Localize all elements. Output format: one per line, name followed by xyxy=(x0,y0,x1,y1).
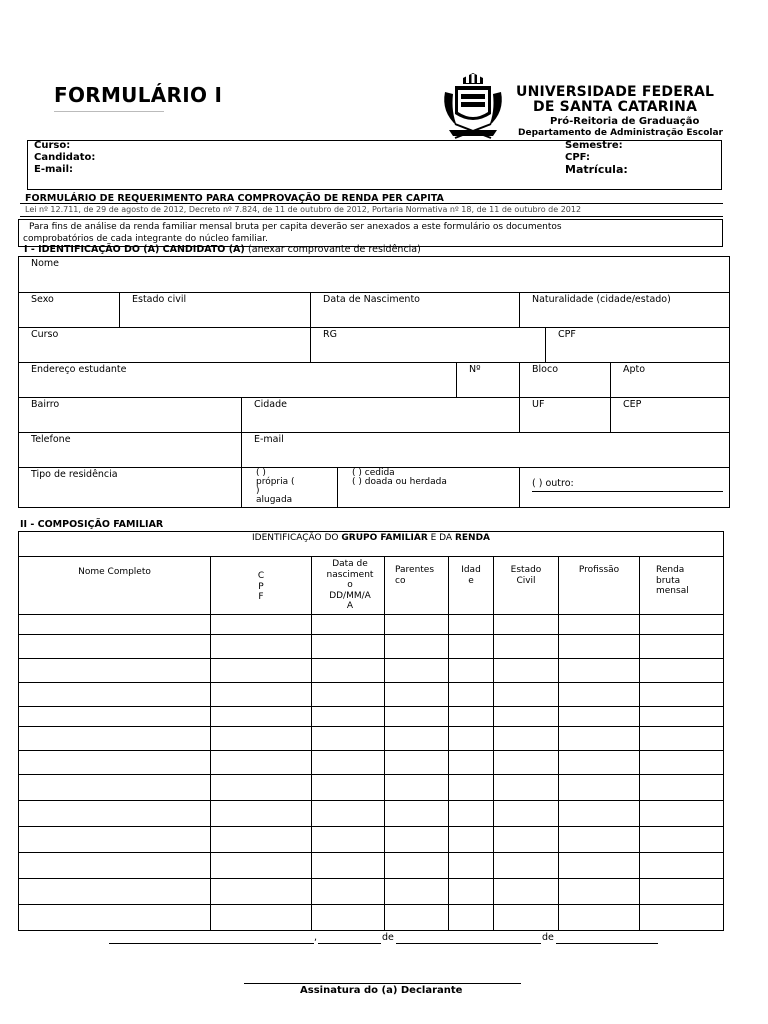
family-cell[interactable] xyxy=(559,853,640,879)
family-cell[interactable] xyxy=(19,905,211,931)
family-cell[interactable] xyxy=(211,707,312,727)
family-cell[interactable] xyxy=(19,635,211,659)
family-cell[interactable] xyxy=(449,635,494,659)
family-cell[interactable] xyxy=(494,751,559,775)
data-nascimento-label: Data de Nascimento xyxy=(323,294,420,305)
matricula-label: Matrícula: xyxy=(565,163,628,176)
family-cell[interactable] xyxy=(449,659,494,683)
family-cell[interactable] xyxy=(640,801,724,827)
family-cell[interactable] xyxy=(640,707,724,727)
estado-civil-label: Estado civil xyxy=(132,294,187,305)
cpf-label: CPF: xyxy=(565,152,590,163)
family-cell[interactable] xyxy=(449,615,494,635)
family-row xyxy=(19,853,724,879)
family-row xyxy=(19,683,724,707)
family-cell[interactable] xyxy=(211,801,312,827)
title-underline xyxy=(54,111,164,112)
col-data-label: Data de nasciment o DD/MM/A A xyxy=(326,559,374,611)
family-cell[interactable] xyxy=(640,683,724,707)
rg-field[interactable] xyxy=(311,328,546,363)
family-cell[interactable] xyxy=(559,683,640,707)
family-cell[interactable] xyxy=(211,905,312,931)
family-cell[interactable] xyxy=(449,853,494,879)
family-cell[interactable] xyxy=(312,801,385,827)
family-cell[interactable] xyxy=(559,801,640,827)
col-parentesco-label: Parentes co xyxy=(395,565,435,586)
family-cell[interactable] xyxy=(494,827,559,853)
family-cell[interactable] xyxy=(559,635,640,659)
data-nascimento-field[interactable] xyxy=(311,293,520,328)
family-cell[interactable] xyxy=(494,775,559,801)
family-cell[interactable] xyxy=(559,659,640,683)
family-cell[interactable] xyxy=(559,775,640,801)
col-nome-header xyxy=(19,557,211,615)
family-cell[interactable] xyxy=(19,751,211,775)
opt-alugada-text: alugada xyxy=(256,495,293,505)
family-cell[interactable] xyxy=(494,615,559,635)
uf-label: UF xyxy=(532,399,545,410)
caption-grupo: GRUPO FAMILIAR xyxy=(341,533,428,543)
family-cell[interactable] xyxy=(494,853,559,879)
family-cell[interactable] xyxy=(494,635,559,659)
family-cell[interactable] xyxy=(19,853,211,879)
col-parentesco-header xyxy=(385,557,449,615)
col-estado-civil-header xyxy=(494,557,559,615)
bairro-field[interactable] xyxy=(19,398,242,433)
numero-field[interactable] xyxy=(457,363,520,398)
curso-label: Curso: xyxy=(34,140,71,151)
family-cell[interactable] xyxy=(211,683,312,707)
family-cell[interactable] xyxy=(559,827,640,853)
naturalidade-label: Naturalidade (cidade/estado) xyxy=(532,294,671,305)
signature-day-line[interactable] xyxy=(318,943,381,944)
family-cell[interactable] xyxy=(312,827,385,853)
notice-box xyxy=(18,219,723,247)
family-cell[interactable] xyxy=(449,707,494,727)
family-row xyxy=(19,727,724,751)
section-2-title: II - COMPOSIÇÃO FAMILIAR xyxy=(20,519,164,530)
cep-label: CEP xyxy=(623,399,642,410)
family-row xyxy=(19,827,724,853)
caption-pre: IDENTIFICAÇÃO DO xyxy=(252,533,342,543)
family-row xyxy=(19,659,724,683)
family-cell[interactable] xyxy=(640,905,724,931)
family-cell[interactable] xyxy=(385,775,449,801)
family-row xyxy=(19,879,724,905)
family-cell[interactable] xyxy=(312,775,385,801)
family-cell[interactable] xyxy=(385,879,449,905)
university-name-line1: UNIVERSIDADE FEDERAL xyxy=(516,84,715,100)
opt-cedida: ( ) cedida xyxy=(352,468,395,478)
cpf-field[interactable] xyxy=(546,328,730,363)
bloco-field[interactable] xyxy=(520,363,611,398)
family-cell[interactable] xyxy=(640,615,724,635)
bloco-label: Bloco xyxy=(532,364,559,375)
opt-doada: ( ) doada ou herdada xyxy=(352,477,447,487)
family-cell[interactable] xyxy=(312,905,385,931)
cidade-label: Cidade xyxy=(254,399,287,410)
divider xyxy=(20,216,723,217)
opt-outro-label: ( ) outro: xyxy=(532,478,574,489)
family-cell[interactable] xyxy=(449,801,494,827)
col-cpf-label: C P F xyxy=(257,571,265,602)
family-cell[interactable] xyxy=(640,751,724,775)
section-1-title xyxy=(24,245,421,255)
col-cpf-header xyxy=(211,557,312,615)
sig-de-2: de xyxy=(542,932,554,943)
nome-label: Nome xyxy=(31,258,60,269)
col-renda-label: Renda bruta mensal xyxy=(656,565,689,596)
family-cell[interactable] xyxy=(385,751,449,775)
family-cell[interactable] xyxy=(19,801,211,827)
caption-renda: RENDA xyxy=(454,533,490,543)
family-cell[interactable] xyxy=(312,853,385,879)
opt-alugada-check: ) xyxy=(256,486,260,496)
tipo-residencia-field xyxy=(19,468,242,508)
requerimento-title: FORMULÁRIO DE REQUERIMENTO PARA COMPROVAÇÃO DE RENDA PER CAPITA xyxy=(25,193,444,204)
cep-field[interactable] xyxy=(611,398,730,433)
family-row xyxy=(19,635,724,659)
family-row xyxy=(19,775,724,801)
naturalidade-field[interactable] xyxy=(520,293,730,328)
departamento: Departamento de Administração Escolar xyxy=(518,128,723,138)
family-cell[interactable] xyxy=(211,635,312,659)
col-estado-civil-label: Estado Civil xyxy=(510,565,542,586)
divider xyxy=(20,203,723,204)
opt-propria-check: ( ) xyxy=(256,468,266,478)
family-cell[interactable] xyxy=(449,727,494,751)
family-cell[interactable] xyxy=(312,635,385,659)
opt-cedida-doada[interactable] xyxy=(338,468,520,508)
email-label: E-mail: xyxy=(34,164,74,175)
family-rows xyxy=(19,615,724,931)
family-cell[interactable] xyxy=(211,727,312,751)
col-idade-header xyxy=(449,557,494,615)
family-cell[interactable] xyxy=(494,683,559,707)
family-cell[interactable] xyxy=(312,727,385,751)
outro-line xyxy=(532,491,723,492)
table-caption xyxy=(19,532,724,557)
family-cell[interactable] xyxy=(19,683,211,707)
nome-field[interactable] xyxy=(19,257,730,293)
family-cell[interactable] xyxy=(640,635,724,659)
family-cell[interactable] xyxy=(449,775,494,801)
family-cell[interactable] xyxy=(385,615,449,635)
sig-de-1: de xyxy=(382,932,394,943)
family-cell[interactable] xyxy=(385,659,449,683)
opt-outro[interactable] xyxy=(520,468,730,508)
family-cell[interactable] xyxy=(640,827,724,853)
signature-caption: Assinatura do (a) Declarante xyxy=(300,985,463,996)
signature-year-line[interactable] xyxy=(556,943,658,944)
signature-line[interactable] xyxy=(244,983,521,984)
family-cell[interactable] xyxy=(449,751,494,775)
family-cell[interactable] xyxy=(494,727,559,751)
university-name-line2: DE SANTA CATARINA xyxy=(533,99,698,115)
family-cell[interactable] xyxy=(312,683,385,707)
family-cell[interactable] xyxy=(19,775,211,801)
family-cell[interactable] xyxy=(19,879,211,905)
pro-reitoria: Pró-Reitoria de Graduação xyxy=(550,116,700,127)
family-cell[interactable] xyxy=(494,707,559,727)
family-cell[interactable] xyxy=(449,905,494,931)
family-cell[interactable] xyxy=(559,727,640,751)
family-cell[interactable] xyxy=(19,707,211,727)
family-cell[interactable] xyxy=(312,659,385,683)
family-cell[interactable] xyxy=(449,683,494,707)
opt-propria-alugada[interactable] xyxy=(242,468,338,508)
family-cell[interactable] xyxy=(19,615,211,635)
col-idade-label: Idad e xyxy=(461,565,481,586)
family-cell[interactable] xyxy=(211,751,312,775)
opt-propria-text: própria ( xyxy=(256,477,295,487)
signature-city-line[interactable] xyxy=(109,943,314,944)
family-cell[interactable] xyxy=(385,683,449,707)
family-row xyxy=(19,615,724,635)
notice-line-1: Para fins de análise da renda familiar mensal bruta per capita deverão ser anexados a este formulário os documentos xyxy=(29,222,562,232)
family-cell[interactable] xyxy=(211,659,312,683)
family-cell[interactable] xyxy=(312,879,385,905)
family-cell[interactable] xyxy=(385,727,449,751)
family-cell[interactable] xyxy=(312,707,385,727)
family-cell[interactable] xyxy=(494,879,559,905)
notice-line-2: comprobatórios de cada integrante do núcleo familiar. xyxy=(23,234,268,244)
numero-label: Nº xyxy=(469,364,481,375)
family-cell[interactable] xyxy=(559,707,640,727)
cpf-label: CPF xyxy=(558,329,576,340)
family-cell[interactable] xyxy=(640,775,724,801)
family-cell[interactable] xyxy=(385,853,449,879)
col-data-header xyxy=(312,557,385,615)
semestre-label: Semestre: xyxy=(565,140,623,151)
curso-label: Curso xyxy=(31,329,59,340)
family-cell[interactable] xyxy=(211,615,312,635)
family-row xyxy=(19,707,724,727)
law-reference: Lei nº 12.711, de 29 de agosto de 2012, Decreto nº 7.824, de 11 de outubro de 2012, Portaria Normativa nº 18, de 11 de outubro de 2012 xyxy=(25,205,582,214)
family-cell[interactable] xyxy=(312,615,385,635)
signature-month-line[interactable] xyxy=(396,943,541,944)
family-cell[interactable] xyxy=(640,853,724,879)
section-1-heading: I - IDENTIFICAÇÃO DO (A) CANDIDATO (A) xyxy=(24,244,245,255)
family-cell[interactable] xyxy=(211,827,312,853)
family-cell[interactable] xyxy=(449,827,494,853)
section-1-subtitle: (anexar comprovante de residência) xyxy=(248,244,421,255)
family-cell[interactable] xyxy=(385,635,449,659)
family-cell[interactable] xyxy=(211,879,312,905)
col-profissao-header xyxy=(559,557,640,615)
candidato-label: Candidato: xyxy=(34,152,96,163)
tipo-residencia-label: Tipo de residência xyxy=(31,469,118,480)
family-cell[interactable] xyxy=(640,659,724,683)
family-cell[interactable] xyxy=(494,905,559,931)
caption-mid: E DA xyxy=(427,533,455,543)
telefone-label: Telefone xyxy=(31,434,71,445)
uf-field[interactable] xyxy=(520,398,611,433)
family-cell[interactable] xyxy=(559,905,640,931)
col-renda-header xyxy=(640,557,724,615)
endereco-label: Endereço estudante xyxy=(31,364,127,375)
family-cell[interactable] xyxy=(640,727,724,751)
sexo-field[interactable] xyxy=(19,293,120,328)
email-label: E-mail xyxy=(254,434,284,445)
family-cell[interactable] xyxy=(385,905,449,931)
bairro-label: Bairro xyxy=(31,399,60,410)
candidate-id-table xyxy=(18,256,730,508)
family-cell[interactable] xyxy=(312,751,385,775)
sexo-label: Sexo xyxy=(31,294,54,305)
sig-comma: , xyxy=(314,932,318,943)
family-cell[interactable] xyxy=(494,659,559,683)
family-cell[interactable] xyxy=(19,827,211,853)
col-profissao-label: Profissão xyxy=(578,565,620,575)
family-cell[interactable] xyxy=(494,801,559,827)
family-cell[interactable] xyxy=(211,775,312,801)
family-cell[interactable] xyxy=(559,879,640,905)
family-cell[interactable] xyxy=(385,707,449,727)
family-row xyxy=(19,801,724,827)
family-cell[interactable] xyxy=(559,751,640,775)
col-nome-label: Nome Completo xyxy=(78,567,151,577)
university-crest-icon xyxy=(441,72,505,142)
family-cell[interactable] xyxy=(211,853,312,879)
family-composition-table xyxy=(18,531,724,931)
curso-field[interactable] xyxy=(19,328,311,363)
email-field[interactable] xyxy=(242,433,730,468)
rg-label: RG xyxy=(323,329,337,340)
family-cell[interactable] xyxy=(449,879,494,905)
cidade-field[interactable] xyxy=(242,398,520,433)
family-cell[interactable] xyxy=(640,879,724,905)
apto-field[interactable] xyxy=(611,363,730,398)
form-title: FORMULÁRIO I xyxy=(54,83,223,107)
family-cell[interactable] xyxy=(385,827,449,853)
family-row xyxy=(19,751,724,775)
family-cell[interactable] xyxy=(19,659,211,683)
endereco-field[interactable] xyxy=(19,363,457,398)
telefone-field[interactable] xyxy=(19,433,242,468)
apto-label: Apto xyxy=(623,364,646,375)
family-cell[interactable] xyxy=(559,615,640,635)
family-cell[interactable] xyxy=(19,727,211,751)
family-row xyxy=(19,905,724,931)
estado-civil-field[interactable] xyxy=(120,293,311,328)
family-cell[interactable] xyxy=(385,801,449,827)
